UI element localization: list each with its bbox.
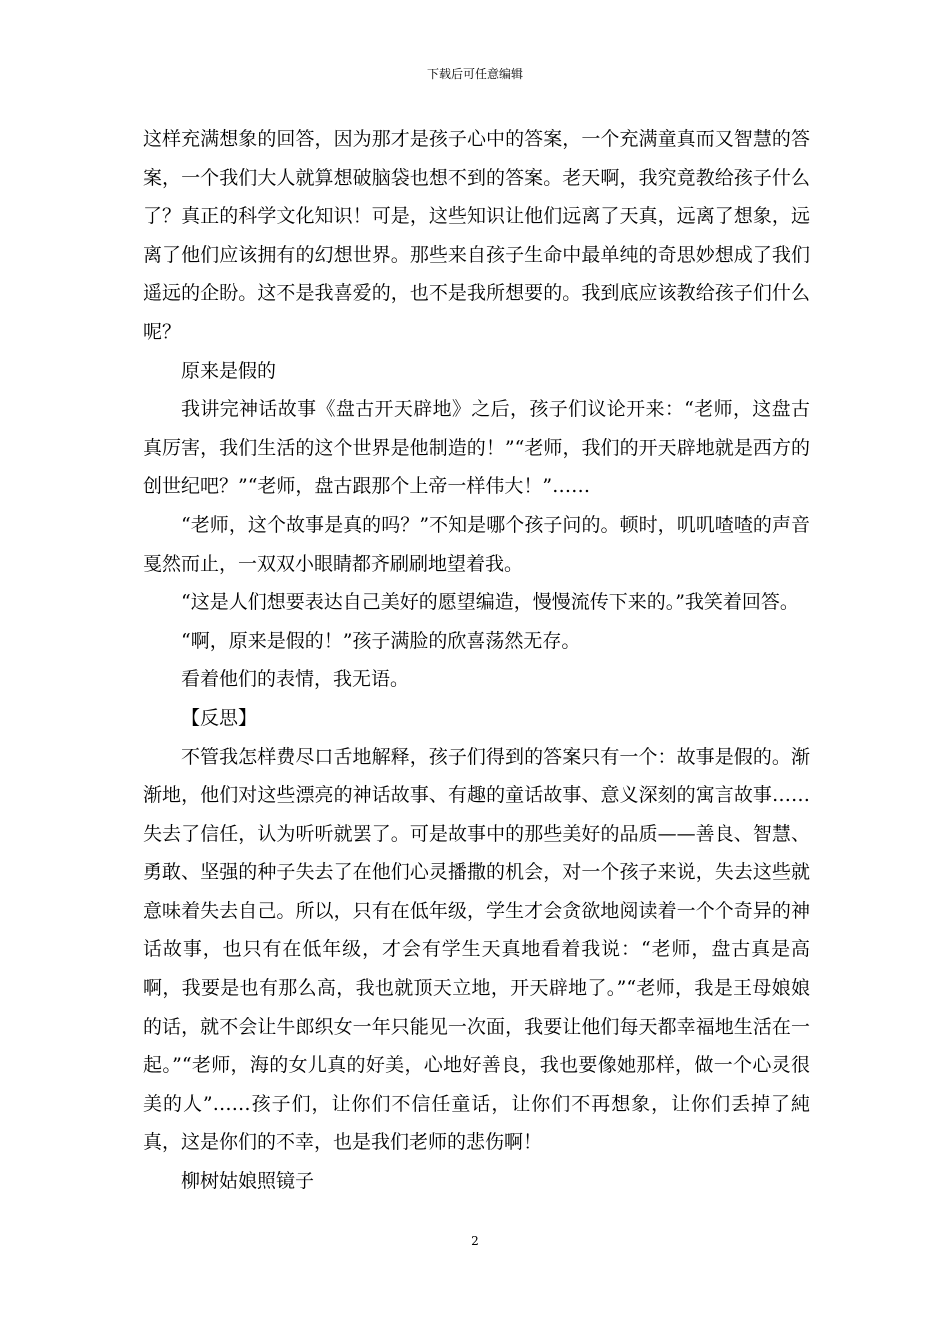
page-number: 2 (471, 1234, 479, 1248)
document-body (143, 120, 810, 1201)
paragraph: 看着他们的表情，我无语。 (181, 668, 410, 691)
reflection-heading: 【反思】 (181, 706, 258, 729)
paragraph: 不管我怎样费尽口舌地解释，孩子们得到的答案只有一个：故事是假的。渐渐地，他们对这些漂亮的神话故事、有趣的童话故事、意义深刻的寓言故事……失去了信任，认为听听就罢了。可是故事中的那些美好的品质——善良、智慧、勇敢、坚强的种子失去了在他们心灵播撒的机会，对一个孩子来说，失去这些就意味着失去自己。所以，只有在低年级，学生才会贪欲地阅读着一个个奇异的神话故事，也只有在低年级，才会有学生天真地看着我说：“老师，盘古真是高啊，我要是也有那么高，我也就顶天立地，开天辟地了。”“老师，我是王母娘娘的话，就不会让牛郎织女一年只能见一次面，我要让他们每天都幸福地生活在一起。”“老师，海的女儿真的好美，心地好善良，我也要像她那样，做一个心灵很美的人”……孩子们，让你们不信任童话，让你们不再想象，让你们丢掉了純真，这是你们的不幸，也是我们老师的悲伤啊！ (143, 745, 810, 1154)
paragraph: “这是人们想要表达自己美好的愿望编造，慢慢流传下来的。”我笑着回答。 (181, 591, 799, 614)
paragraph: 我讲完神话故事《盘古开天辟地》之后，孩子们议论开来：“老师，这盘古真厉害，我们生活的这个世界是他制造的！”“老师，我们的开天辟地就是西方的创世纪吧？”“老师，盘古跟那个上帝一样伟大！”…… (143, 398, 810, 498)
paragraph: “啊，原来是假的！”孩子满脸的欣喜荡然无存。 (181, 629, 581, 652)
paragraph: “老师，这个故事是真的吗？”不知是哪个孩子问的。顿时，叽叽喳喳的声音戛然而止，一双双小眼睛都齐刷刷地望着我。 (143, 513, 810, 575)
section-heading: 柳树姑娘照镜子 (181, 1170, 315, 1193)
section-heading: 原来是假的 (181, 359, 277, 382)
page-header: 下载后可任意编辑 (426, 67, 523, 81)
paragraph: 这样充满想象的回答，因为那才是孩子心中的答案，一个充满童真而又智慧的答案，一个我们大人就算想破脑袋也想不到的答案。老天啊，我究竟教给孩子什么了？真正的科学文化知识！可是，这些知识让他们远离了天真，远离了想象，远离了他们应该拥有的幻想世界。那些来自孩子生命中最单纯的奇思妙想成了我们遥远的企盼。这不是我喜爱的，也不是我所想要的。我到底应该教给孩子们什么呢？ (143, 128, 810, 343)
